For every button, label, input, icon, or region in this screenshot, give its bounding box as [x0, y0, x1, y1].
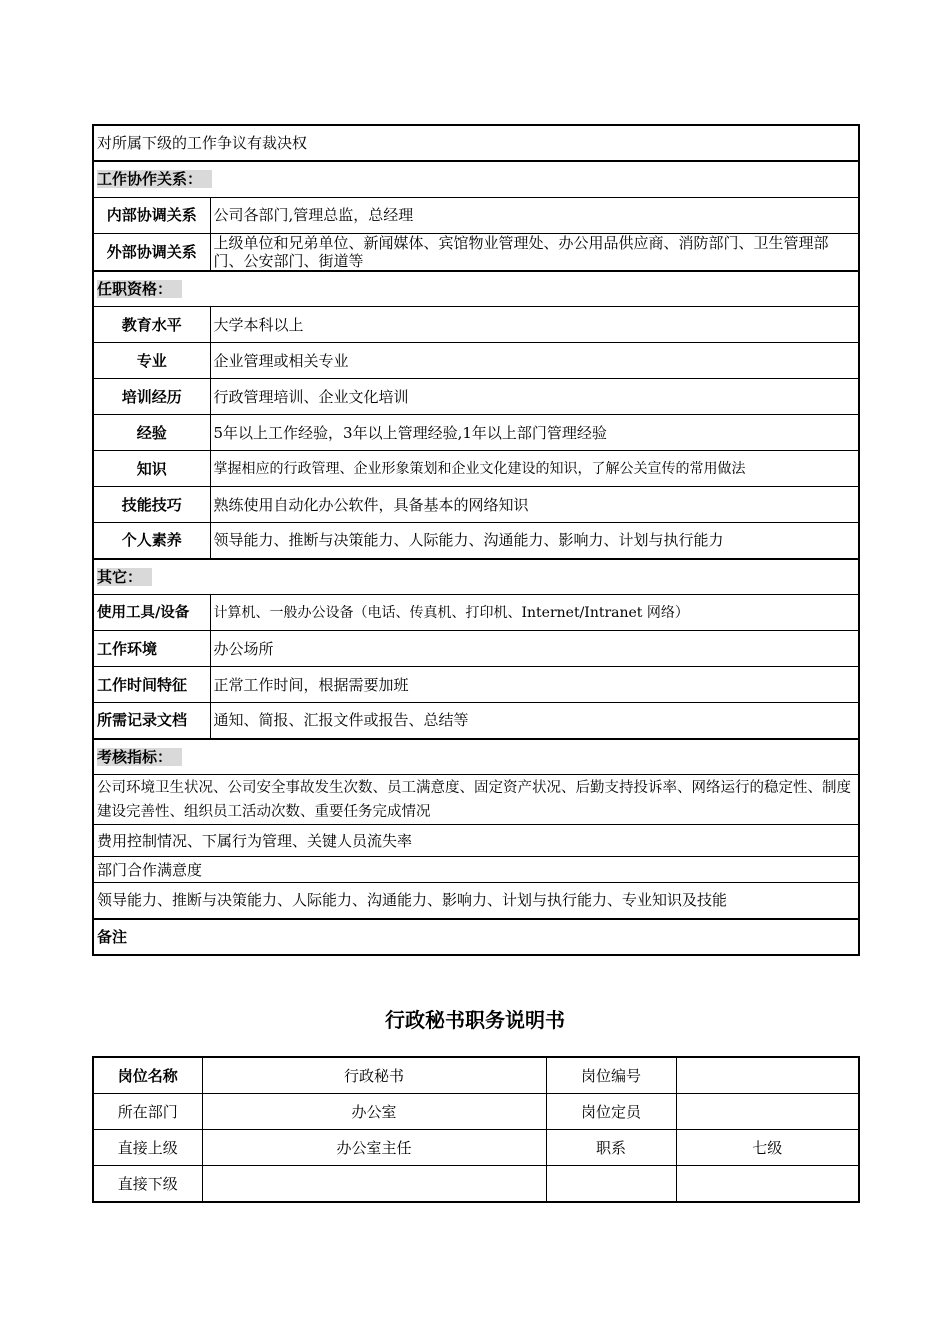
table-row [93, 415, 859, 451]
table-row [93, 1094, 859, 1130]
position-name-value: 行政秘书 [202, 1057, 546, 1094]
position-number-label: 岗位编号 [546, 1057, 676, 1094]
direct-superior-value: 办公室主任 [202, 1130, 546, 1166]
empty-cell [676, 1166, 859, 1203]
tools-label: 使用工具/设备 [93, 595, 210, 631]
knowledge-value: 掌握相应的行政管理、企业形象策划和企业文化建设的知识，了解公关宣传的常用做法 [210, 451, 859, 487]
table-row [93, 703, 859, 739]
table-row [93, 775, 859, 825]
other-header [93, 559, 859, 595]
table-row [93, 1057, 859, 1094]
table-row [93, 667, 859, 703]
environment-value: 办公场所 [210, 631, 859, 667]
skills-label: 技能技巧 [93, 487, 210, 523]
qualifications-header-text: 任职资格： [97, 280, 182, 298]
personal-quality-value: 领导能力、推断与决策能力、人际能力、沟通能力、影响力、计划与执行能力 [210, 523, 859, 559]
empty-cell [546, 1166, 676, 1203]
internal-coordination-label: 内部协调关系 [93, 197, 210, 233]
authority-text: 对所属下级的工作争议有裁决权 [93, 125, 859, 161]
job-grade-label: 职系 [546, 1130, 676, 1166]
table-row [93, 883, 859, 919]
table-row [93, 451, 859, 487]
section-header-row [93, 559, 859, 595]
internal-coordination-value: 公司各部门,管理总监，总经理 [210, 197, 859, 233]
work-time-value: 正常工作时间，根据需要加班 [210, 667, 859, 703]
table-row [93, 307, 859, 343]
section-header-row [93, 271, 859, 307]
assessment-item: 公司环境卫生状况、公司安全事故发生次数、员工满意度、固定资产状况、后勤支持投诉率、网络运行的稳定性、制度建设完善性、组织员工活动次数、重要任务完成情况 [93, 775, 859, 825]
assessment-header-text: 考核指标： [97, 748, 182, 766]
document-title: 行政秘书职务说明书 [385, 1008, 565, 1032]
table-row [93, 379, 859, 415]
qualifications-header [93, 271, 859, 307]
work-time-label: 工作时间特征 [93, 667, 210, 703]
table-row [93, 233, 859, 271]
external-coordination-value: 上级单位和兄弟单位、新闻媒体、宾馆物业管理处、办公用品供应商、消防部门、卫生管理部门、公安部门、街道等 [210, 233, 859, 271]
department-label: 所在部门 [93, 1094, 202, 1130]
section-header-row [93, 739, 859, 775]
table-row [93, 343, 859, 379]
assessment-header [93, 739, 859, 775]
education-label: 教育水平 [93, 307, 210, 343]
job-description-table [92, 124, 860, 956]
table-row [93, 487, 859, 523]
other-header-text: 其它： [97, 568, 152, 586]
headcount-value [676, 1094, 859, 1130]
table-row [93, 631, 859, 667]
training-label: 培训经历 [93, 379, 210, 415]
position-number-value [676, 1057, 859, 1094]
section-header-row [93, 161, 859, 197]
table-row [93, 125, 859, 161]
position-name-label: 岗位名称 [93, 1057, 202, 1094]
department-value: 办公室 [202, 1094, 546, 1130]
documents-label: 所需记录文档 [93, 703, 210, 739]
experience-label: 经验 [93, 415, 210, 451]
collaboration-header [93, 161, 859, 197]
tools-value: 计算机、一般办公设备（电话、传真机、打印机、Internet/Intranet 网络） [210, 595, 859, 631]
major-label: 专业 [93, 343, 210, 379]
personal-quality-label: 个人素养 [93, 523, 210, 559]
table-row [93, 1130, 859, 1166]
table-row [93, 1166, 859, 1203]
collaboration-header-text: 工作协作关系： [97, 170, 212, 188]
position-info-table [92, 1056, 860, 1203]
documents-value: 通知、简报、汇报文件或报告、总结等 [210, 703, 859, 739]
environment-label: 工作环境 [93, 631, 210, 667]
assessment-item: 费用控制情况、下属行为管理、关键人员流失率 [93, 825, 859, 857]
skills-value: 熟练使用自动化办公软件，具备基本的网络知识 [210, 487, 859, 523]
major-value: 企业管理或相关专业 [210, 343, 859, 379]
education-value: 大学本科以上 [210, 307, 859, 343]
direct-subordinate-label: 直接下级 [93, 1166, 202, 1203]
job-grade-value: 七级 [676, 1130, 859, 1166]
direct-subordinate-value [202, 1166, 546, 1203]
training-value: 行政管理培训、企业文化培训 [210, 379, 859, 415]
direct-superior-label: 直接上级 [93, 1130, 202, 1166]
assessment-item: 部门合作满意度 [93, 857, 859, 883]
knowledge-label: 知识 [93, 451, 210, 487]
assessment-item: 领导能力、推断与决策能力、人际能力、沟通能力、影响力、计划与执行能力、专业知识及技能 [93, 883, 859, 919]
experience-value: 5年以上工作经验，3年以上管理经验,1年以上部门管理经验 [210, 415, 859, 451]
table-row [93, 857, 859, 883]
table-row [93, 523, 859, 559]
external-coordination-label: 外部协调关系 [93, 233, 210, 271]
table-row [93, 595, 859, 631]
table-row [93, 197, 859, 233]
headcount-label: 岗位定员 [546, 1094, 676, 1130]
table-row [93, 825, 859, 857]
remarks-label: 备注 [93, 919, 859, 955]
remarks-row [93, 919, 859, 955]
